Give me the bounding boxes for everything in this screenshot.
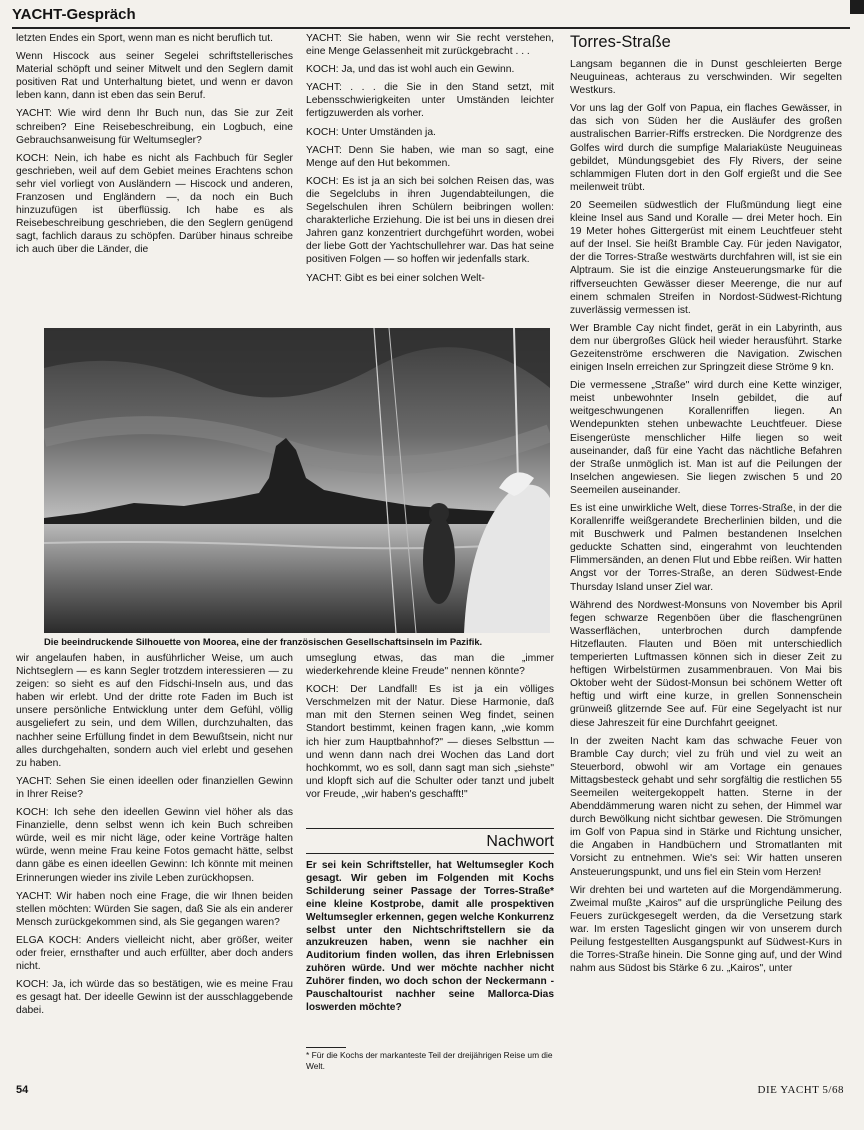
paragraph: YACHT: Sie haben, wenn wir Sie recht verstehen, eine Menge Gelassenheit mit zurückgebracht . . . [306, 33, 554, 58]
torres-title: Torres-Straße [570, 33, 671, 51]
nachwort-rule [306, 853, 554, 854]
nachwort-title: Nachwort [486, 833, 554, 850]
paragraph: YACHT: Wie wird denn Ihr Buch nun, das Sie zur Zeit schreiben? Eine Reisebeschreibung, ein Logbuch, eine Gebrauchsanweisung für Weltumsegler? [16, 108, 293, 146]
paragraph: YACHT: Sehen Sie einen ideellen oder finanziellen Gewinn in Ihrer Reise? [16, 775, 293, 800]
moorea-photo [44, 328, 550, 633]
section-header: YACHT-Gespräch [12, 6, 136, 23]
corner-mark [850, 0, 864, 14]
interview-column-e [306, 652, 554, 810]
paragraph: Während des Nordwest-Monsuns von November bis April fegen schwarze Regenböen über die flaschengrünen Wasserflächen, unterbrochen durch dampfende Hitzeflauten. Flauten und Böen mit unterschiedlich temperierten Luftmassen können sich in dieser Zeit zu heftigen Wirbelstürmen zusammenbrauen. Von Mai bis Oktober weht der Südost-Monsun bei schönem Wetter oft heftig und wirft eine kurze, in grellen Sonnenschein grünweiß glitzernde See auf. Für eine Segelyacht ist nur diese Jahreszeit für eine Durchfahrt geeignet. [570, 599, 842, 729]
paragraph: umseglung etwas, das man die „immer wiederkehrende kleine Freude" nennen könnte? [306, 653, 554, 678]
torres-column [570, 32, 842, 1072]
paragraph: Wir drehten bei und warteten auf die Morgendämmerung. Zweimal mußte „Kairos" auf die ursprüngliche Peilung des Feuers zurückgesegelt werden, da die Versetzung stark war. Im ersten Tageslicht gingen wir von unserem durch Peilung festgestellten Ausgangspunkt auf Südwest-Kurs in die Torres-Straße hinein. Die Sonne ging auf, und der Wind nahm aus Südost bis Stärke 6 zu. „Kairos", unter [570, 884, 842, 975]
paragraph: wir angelaufen haben, in ausführlicher Weise, um auch Nichtseglern — es kann Segler trotzdem interessieren — zu zeigen: so sieht es auf den Fidschi-Inseln aus, und das haben wir erlebt. Und der dritte rote Faden im Buch ist unsere persönliche Entwicklung unter dem Gefühl, völlig ausgeliefert zu sein, und dem Willen, durchzuhalten, das nachher seine Erfüllung findet in dem Bewußtsein, nicht nur alles durchgehalten, sondern auch viel erlebt und gesehen zu haben. [16, 653, 293, 769]
footnote-rule [306, 1047, 346, 1048]
magazine-reference: DIE YACHT 5/68 [757, 1084, 844, 1096]
paragraph: KOCH: Nein, ich habe es nicht als Fachbuch für Segler geschrieben, weil auf dem Gebiet meines Erachtens schon sehr viel vorliegt von Ausländern — Hiscock und anderen, Franzosen und Engländern —, da noch ein Buch hinzuzufügen ist überflüssig. Ich habe es als Reisebeschreibung geschrieben, die den Seglern genügend sagt, fachlich daraus zu schöpfen. Darüber hinaus schreibe ich auch über die Länder, die [16, 152, 293, 256]
paragraph: YACHT: Denn Sie haben, wie man so sagt, eine Menge auf den Hut bekommen. [306, 144, 554, 169]
moorea-photo-illustration [44, 328, 550, 633]
paragraph: Es ist eine unwirkliche Welt, diese Torres-Straße, in der die Korallenriffe weißgerandete Brecherlinien bilden, und die mit Buschwerk und Palmen bestandenen Inselchen geduckte Schatten sind, eingerahmt von leuchtenden Flimmersänden, an denen Flut und Ebbe reißen. Wir hatten Angst vor der Torres-Straße, an deren Südwest-Ende Thursday Island unser Ziel war. [570, 503, 842, 593]
paragraph: KOCH: Es ist ja an sich bei solchen Reisen das, was die Segelclubs in ihren Jugendabteilungen, die Segelschulen ihren Schülern beibringen wollen: charakterliche Erziehung. Die ist bei uns in diesen drei Jahren ganz konzentriert durchgeführt worden, wobei der liebe Gott der Yachtschullehrer war. Das hat seine positiven Folgen — so hoffen wir jedenfalls stark. [306, 175, 554, 266]
nachwort-body: Er sei kein Schriftsteller, hat Weltumsegler Koch gesagt. Wir geben im Folgenden mit Kochs Schilderung seiner Passage der Torres-Straße* eine kleine Kostprobe, damit alle prospektiven Weltumsegler erkennen, gegen welche Konkurrenz selbst unter den Nichtschriftstellern sie da anzukreuzen haben, wenn sie nachher ein Auditorium finden wollen, das ihren Erlebnissen zuhören würde. Und wer möchte nachher nicht Zuhörer finden, wo doch schon der Neckermann - Pauschaltourist nachher seine Mallorca-Dias loswerden möchte? [306, 860, 554, 1013]
interview-column-d [16, 652, 293, 1072]
paragraph: KOCH: Ja, ich würde das so bestätigen, wie es meine Frau es gesagt hat. Der ideelle Gewinn ist der ausschlaggebende dabei. [16, 979, 293, 1017]
paragraph: KOCH: Ja, und das ist wohl auch ein Gewinn. [306, 64, 515, 76]
nachwort-top-rule [306, 828, 554, 829]
paragraph: Die vermessene „Straße" wird durch eine Kette winziger, meist unbewohnter Inseln gebildet, die auf weitgeschwungenen Korallenriffen liegen. An Wendepunkten stehen unbewachte Leuchtfeuer. Diese Eisengerüste menschlicher Hilfe liegen so weit auseinander, daß für eine Yacht das nächtliche Befahren der Straße unmöglich ist. Man ist auf die Peilungen der Inselchen angewiesen. Sie liegen zwischen 5 und 20 Seemeilen auseinander. [570, 380, 842, 496]
header-rule [12, 27, 850, 29]
paragraph: Wenn Hiscock aus seiner Segelei schriftstellerisches Material schöpft und seiner Mitwelt und den Seglern damit positiven Rat und Unterhaltung bietet, und wenn er davon leben kann, dann ist eben das sein Beruf. [16, 51, 293, 102]
page-number: 54 [16, 1084, 29, 1096]
paragraph: Langsam begannen die in Dunst geschleierten Berge Neuguineas, achteraus zu verschwinden. Wir segelten Westkurs. [570, 59, 842, 97]
photo-caption: Die beeindruckende Silhouette von Moorea, eine der französischen Gesellschaftsinseln im Pazifik. [44, 636, 483, 647]
paragraph: YACHT: Gibt es bei einer solchen Welt- [306, 272, 485, 284]
paragraph: letzten Endes ein Sport, wenn man es nicht beruflich tut. [16, 33, 273, 44]
paragraph: KOCH: Der Landfall! Es ist ja ein völliges Verschmelzen mit der Natur. Diese Harmonie, daß man mit den Sternen seinen Weg findet, seinen Standort bestimmt, keinen fragen kann, „wie komm ich hier zum Hauptbahnhof?" — dieses Selbsttun — und wenn dann nach drei Wochen das Land dort hochkommt, wo es soll, dann sagt man sich „siehste" und klopft sich auf die Schulter oder tanzt und jubelt vor Freude, „wir haben's geschafft!" [306, 684, 554, 800]
paragraph: Vor uns lag der Golf von Papua, ein flaches Gewässer, in das sich von Süden her die Ausläufer des großen australischen Barrier-Riffs erstrecken. Die Nordgrenze des Golfes wird durch die sumpfige Malariaküste Neuguineas gebildet, Mündungsgebiet des Fly Rivers, der seine schlammigen Fluten dort in den Golf ergießt und die See meilenweit trübt. [570, 103, 842, 193]
paragraph: 20 Seemeilen südwestlich der Flußmündung liegt eine kleine Insel aus Sand und Koralle — drei Meter hoch. Ein 19 Meter hohes Gittergerüst mit einem Leuchtfeuer steht auf der Insel. Sie heißt Bramble Cay. Für jeden Navigator, der die Torres-Straße westwärts durchfahren will, ist sie ein Alptraum. Sie ist die einzige Ansteuerungsmarke für die riffverseuchten Gewässer dieser Meerenge, die nur auf einem schmalen Streifen in Nordost-Südwest-Richtung zuverlässig vermessen ist. [570, 199, 842, 316]
footnote: * Für die Kochs der markanteste Teil der dreijährigen Reise um die Welt. [306, 1050, 553, 1071]
paragraph: YACHT: . . . die Sie in den Stand setzt, mit Lebensschwierigkeiten unter Umständen leichter fertigzuwerden als vorher. [306, 82, 554, 120]
paragraph: YACHT: Wir haben noch eine Frage, die wir Ihnen beiden stellen möchten: Würden Sie sagen, daß Sie als ein anderer Mensch zurückgekommen sind, als Sie gegangen waren? [16, 890, 293, 928]
interview-column-b [306, 32, 554, 322]
interview-column-a [16, 32, 293, 322]
paragraph: In der zweiten Nacht kam das schwache Feuer von Bramble Cay durch; viel zu früh und viel zu weit an Steuerbord, obwohl wir am Vortage ein genaues Mittagsbesteck gehabt und sehr sorgfältig die restlichen 55 Seemeilen weitergekoppelt hatten. Sterne in der Abenddämmerung waren nicht zu sehen, der Himmel war durch Bewölkung nicht sichtbar gewesen. Die Strömungen im Golf von Papua sind in Stärke und Richtung unsicher, die Angaben in Handbüchern und Stromatlanten mit Vorsicht zu entnehmen. Wie's sei: Wir hatten unseren Ansteuerungspunkt, und uns fiel ein Stein vom Herzen! [570, 735, 842, 878]
paragraph: KOCH: Unter Umständen ja. [306, 126, 436, 138]
paragraph: ELGA KOCH: Anders vielleicht nicht, aber größer, weiter oder freier, ernsthafter und auch erfüllter, aber doch anders nicht. [16, 934, 293, 973]
paragraph: Wer Bramble Cay nicht findet, gerät in ein Labyrinth, aus dem nur übergroßes Glück heil wieder herausführt. Starke Gezeitenströme erschweren die Navigation. Zwischen einigen Inseln erreichen zur Springzeit diese Ströme 9 kn. [570, 322, 842, 374]
paragraph: KOCH: Ich sehe den ideellen Gewinn viel höher als das Finanzielle, denn selbst wenn ich kein Buch schreiben würde, weil es mir nicht läge, oder keine Vorträge halten würde, wenn meine Frau keine Fotos gemacht hätte, selbst dann gäbe es einen ideellen Gewinn: Ich könnte mit meinen Erinnerungen wieder ins zivile Leben zurückhopsen. [16, 807, 293, 884]
